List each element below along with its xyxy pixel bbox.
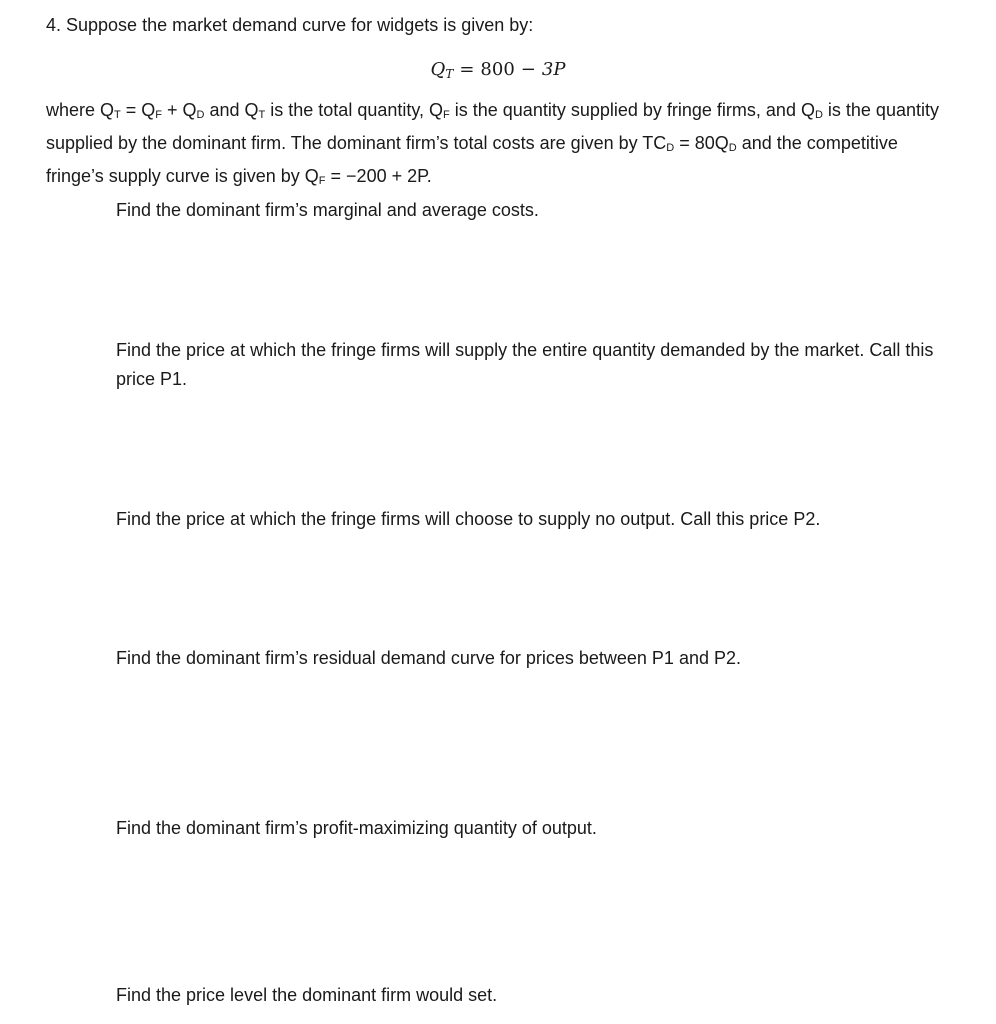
equation-lhs-variable: Q [430, 59, 446, 80]
intro-subscript: F [318, 175, 326, 187]
intro-text: where Q [46, 100, 115, 120]
intro-subscript: F [443, 109, 450, 121]
intro-text: is the quantity supplied by the dominant firm. The dominant firm’s total costs are given by TC [46, 100, 939, 153]
intro-text: = −200 + 2P. [325, 166, 432, 186]
question-price-p2: Find the price at which the fringe firms will choose to supply no output. Call this price P2. [116, 509, 821, 529]
question-price-p1: Find the price at which the fringe firms will supply the entire quantity demanded by the market. Call this price P1. [116, 340, 934, 389]
intro-text: and Q [204, 100, 259, 120]
intro-text: is the total quantity, Q [265, 100, 444, 120]
equation-constant: 800 [480, 59, 515, 80]
equation-lhs-subscript: T [445, 67, 454, 81]
problem-title: 4. Suppose the market demand curve for widgets is given by: [46, 15, 534, 35]
intro-subscript: D [196, 109, 205, 121]
equation-minus: − [520, 59, 536, 80]
intro-text: + Q [162, 100, 197, 120]
equation-equals: = [459, 59, 475, 80]
question-residual-demand: Find the dominant firm’s residual demand curve for prices between P1 and P2. [116, 648, 741, 668]
intro-subscript: F [155, 109, 163, 121]
intro-subscript: T [114, 109, 121, 121]
equation-rhs-term: 3P [541, 59, 566, 80]
intro-text: = 80Q [674, 133, 729, 153]
demand-equation [0, 56, 996, 88]
intro-subscript: D [728, 142, 737, 154]
problem-intro-paragraph [46, 96, 951, 195]
question-price-level: Find the price level the dominant firm would set. [116, 985, 498, 1005]
intro-subscript: D [814, 109, 823, 121]
intro-text: = Q [120, 100, 156, 120]
intro-text: is the quantity supplied by fringe firms, and Q [449, 100, 815, 120]
question-profit-max-quantity: Find the dominant firm’s profit-maximizing quantity of output. [116, 818, 597, 838]
intro-subscript: T [258, 109, 266, 121]
question-marginal-average-costs: Find the dominant firm’s marginal and average costs. [116, 200, 539, 220]
intro-subscript: D [666, 142, 675, 154]
intro-text: and the competitive fringe’s supply curve is given by Q [46, 133, 898, 186]
